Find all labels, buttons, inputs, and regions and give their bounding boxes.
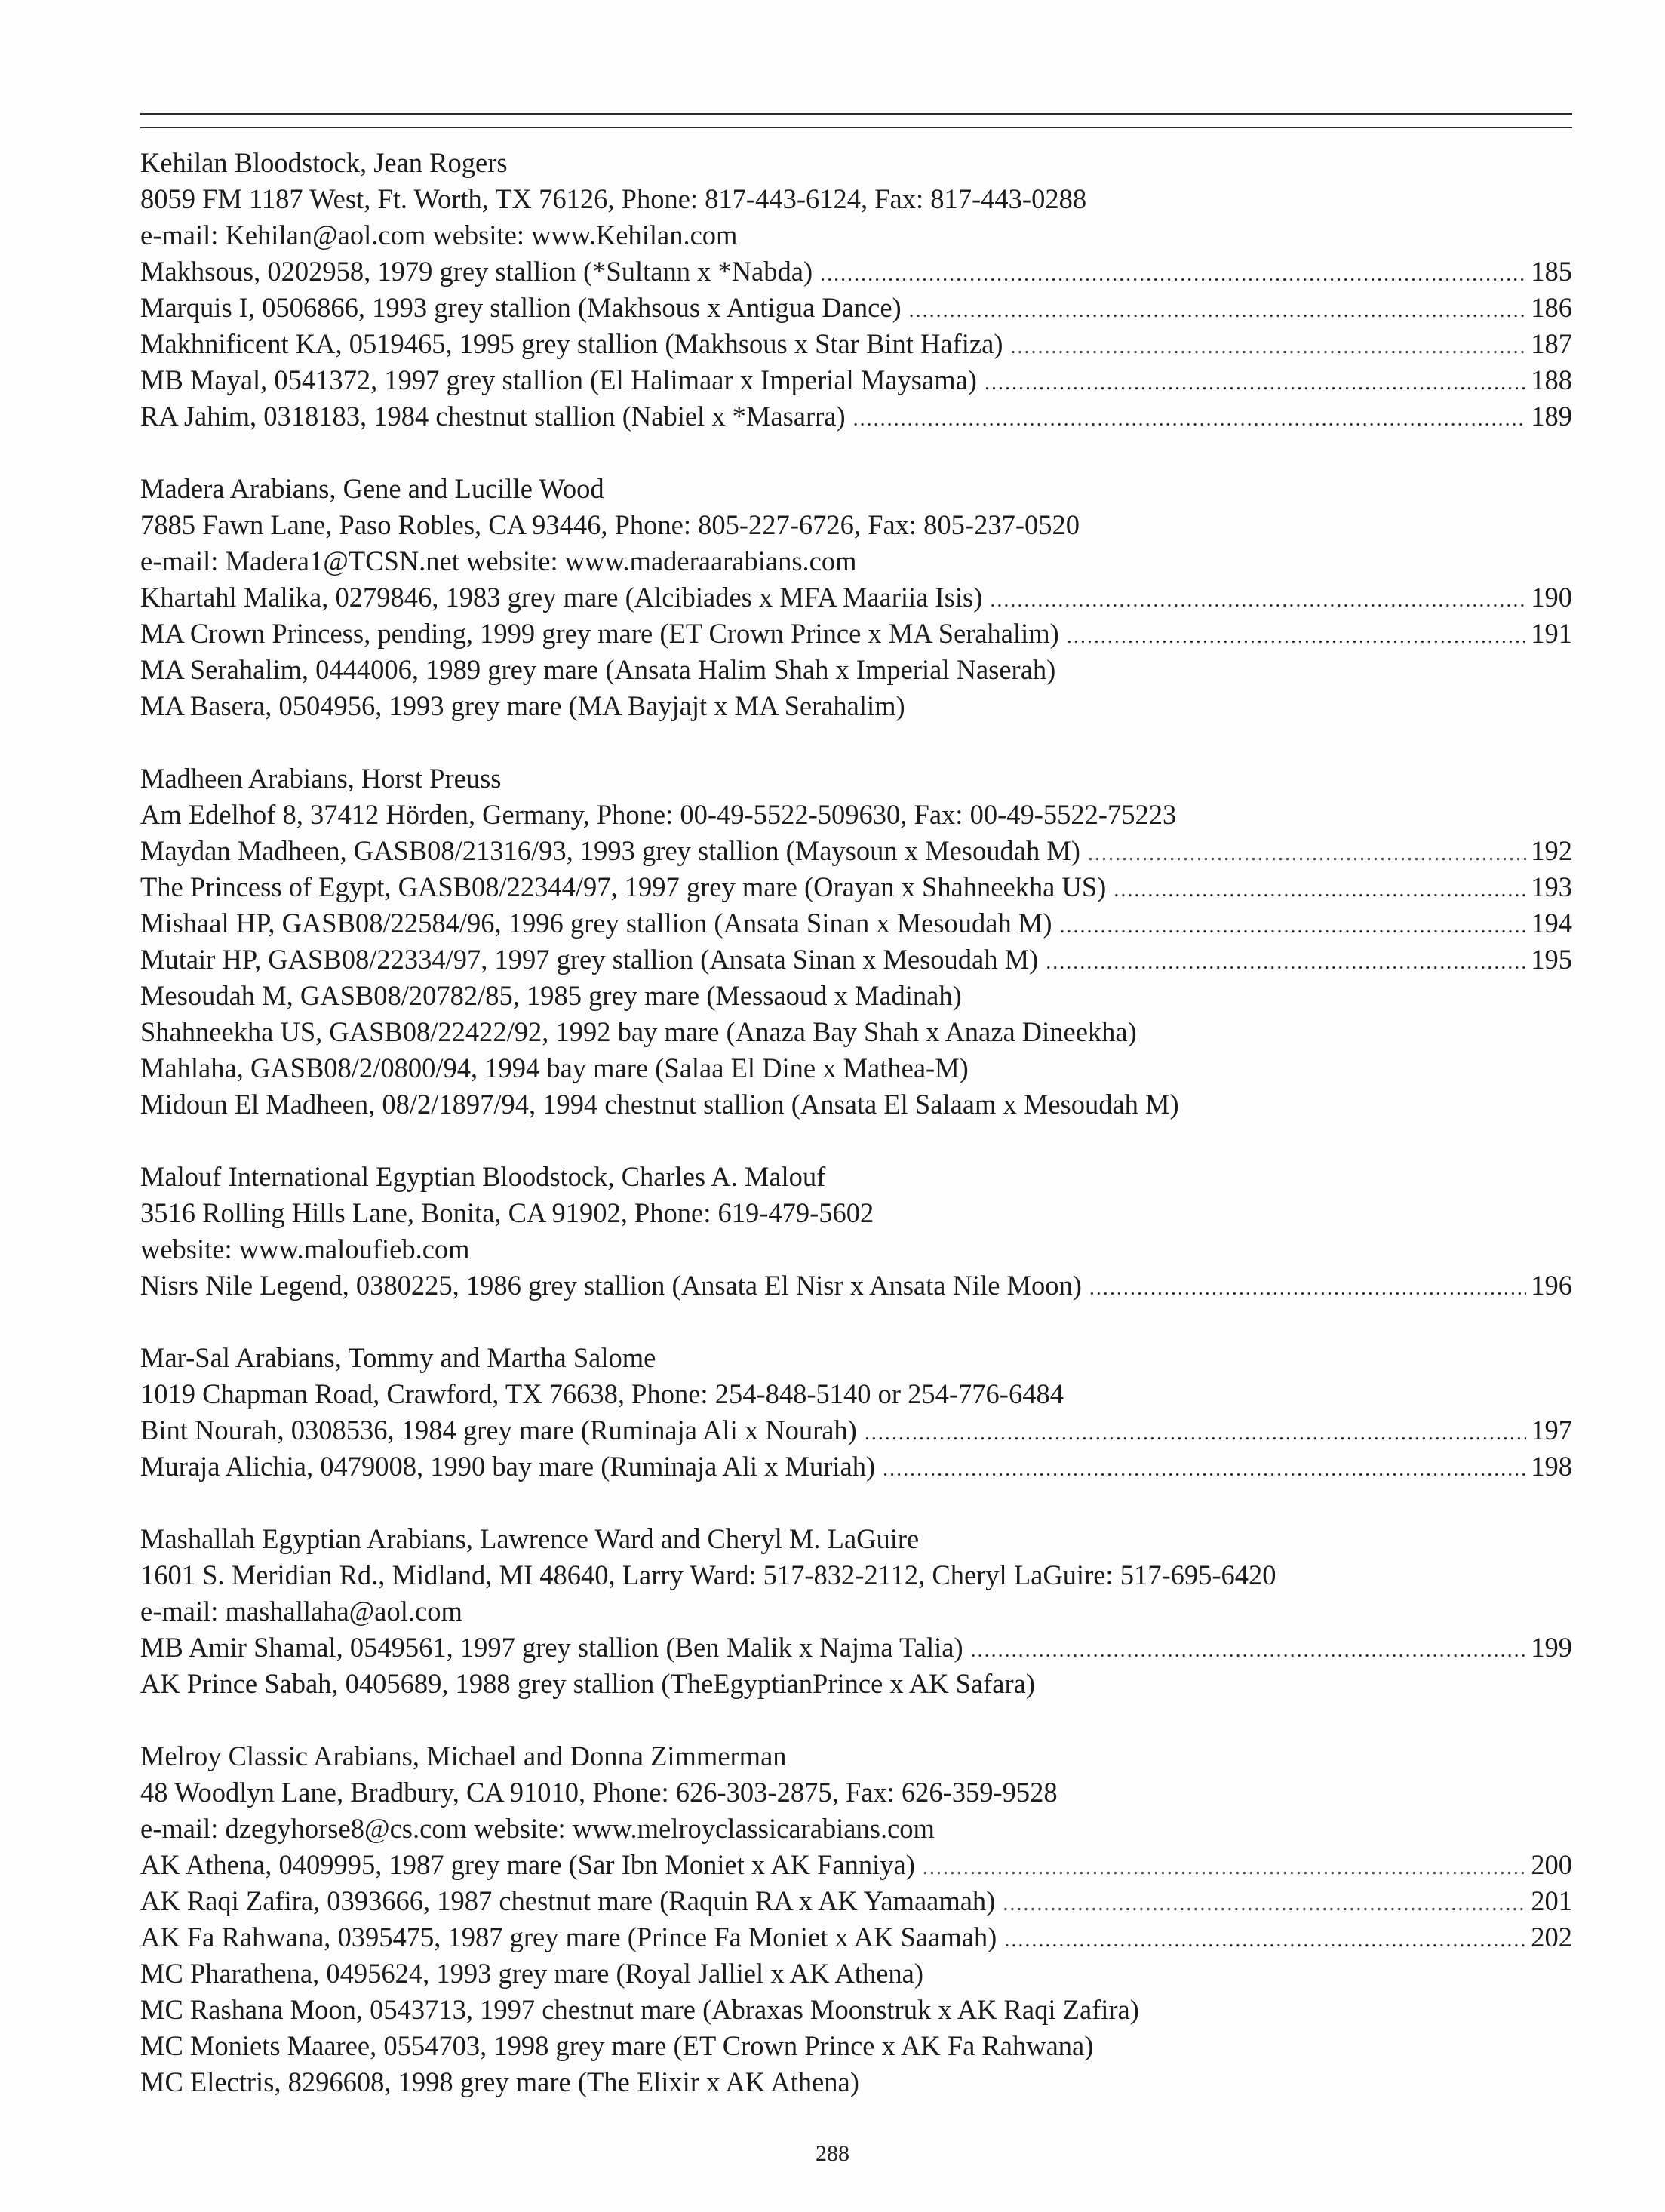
horse-entry bbox=[140, 1050, 1572, 1086]
horse-entry bbox=[140, 1086, 1572, 1123]
dot-leader bbox=[1088, 836, 1526, 869]
horse-entry bbox=[140, 1449, 1572, 1485]
horse-entry bbox=[140, 1992, 1572, 2028]
breeder-section bbox=[140, 145, 1572, 435]
dot-leader bbox=[865, 1415, 1526, 1449]
horse-entry bbox=[140, 290, 1572, 326]
breeder-contact: e-mail: Madera1@TCSN.net website: www.maderaarabians.com bbox=[140, 545, 857, 576]
horse-description: MA Crown Princess, pending, 1999 grey mare (ET Crown Prince x MA Serahalim) bbox=[140, 618, 1059, 649]
dot-leader bbox=[971, 1633, 1527, 1666]
horse-description: Mahlaha, GASB08/2/0800/94, 1994 bay mare (Salaa El Dine x Mathea-M) bbox=[140, 1052, 969, 1083]
horse-description: Makhnificent KA, 0519465, 1995 grey stallion (Makhsous x Star Bint Hafiza) bbox=[140, 328, 1003, 359]
horse-entry bbox=[140, 1412, 1572, 1449]
page-reference: 198 bbox=[1531, 1451, 1572, 1482]
horse-description: Midoun El Madheen, 08/2/1897/94, 1994 chestnut stallion (Ansata El Salaam x Mesoudah M) bbox=[140, 1089, 1179, 1120]
page-reference: 192 bbox=[1531, 835, 1572, 866]
dot-leader bbox=[1010, 329, 1526, 362]
dot-leader bbox=[1067, 619, 1526, 652]
breeder-address: 7885 Fawn Lane, Paso Robles, CA 93446, Phone: 805-227-6726, Fax: 805-237-0520 bbox=[140, 509, 1080, 540]
dot-leader bbox=[820, 257, 1526, 290]
horse-description: MC Electris, 8296608, 1998 grey mare (The Elixir x AK Athena) bbox=[140, 2066, 859, 2097]
horse-entry bbox=[140, 616, 1572, 652]
horse-entry bbox=[140, 1955, 1572, 1992]
horse-description: MC Pharathena, 0495624, 1993 grey mare (Royal Jalliel x AK Athena) bbox=[140, 1958, 924, 1989]
breeder-section bbox=[140, 471, 1572, 724]
breeder-section bbox=[140, 1159, 1572, 1304]
page-reference: 197 bbox=[1531, 1415, 1572, 1445]
horse-description: RA Jahim, 0318183, 1984 chestnut stallion (Nabiel x *Masarra) bbox=[140, 401, 846, 432]
horse-description: Mutair HP, GASB08/22334/97, 1997 grey stallion (Ansata Sinan x Mesoudah M) bbox=[140, 944, 1039, 975]
horse-description: MA Serahalim, 0444006, 1989 grey mare (Ansata Halim Shah x Imperial Naserah) bbox=[140, 654, 1056, 685]
breeder-name: Madheen Arabians, Horst Preuss bbox=[140, 763, 502, 794]
breeder-name: Madera Arabians, Gene and Lucille Wood bbox=[140, 473, 604, 504]
top-rule-second bbox=[140, 127, 1572, 128]
page-reference: 187 bbox=[1531, 328, 1572, 359]
horse-description: Makhsous, 0202958, 1979 grey stallion (*Sultann x *Nabda) bbox=[140, 256, 813, 287]
breeder-address: Am Edelhof 8, 37412 Hörden, Germany, Phone: 00-49-5522-509630, Fax: 00-49-5522-75223 bbox=[140, 799, 1177, 830]
dot-leader bbox=[1046, 945, 1526, 978]
page-reference: 185 bbox=[1531, 256, 1572, 287]
page-reference: 190 bbox=[1531, 582, 1572, 613]
breeder-name: Kehilan Bloodstock, Jean Rogers bbox=[140, 147, 508, 178]
horse-entry bbox=[140, 978, 1572, 1014]
breeder-section bbox=[140, 1340, 1572, 1485]
page-reference: 193 bbox=[1531, 871, 1572, 902]
horse-entry bbox=[140, 2028, 1572, 2064]
horse-entry bbox=[140, 579, 1572, 616]
dot-leader bbox=[1114, 872, 1526, 905]
breeder-name: Malouf International Egyptian Bloodstock, Charles A. Malouf bbox=[140, 1161, 826, 1192]
horse-description: Khartahl Malika, 0279846, 1983 grey mare (Alcibiades x MFA Maariia Isis) bbox=[140, 582, 983, 613]
horse-description: AK Raqi Zafira, 0393666, 1987 chestnut mare (Raquin RA x AK Yamaamah) bbox=[140, 1885, 996, 1916]
horse-entry bbox=[140, 1630, 1572, 1666]
directory-listing bbox=[140, 145, 1572, 2137]
page-reference: 189 bbox=[1531, 401, 1572, 432]
horse-entry bbox=[140, 1267, 1572, 1304]
dot-leader bbox=[853, 401, 1527, 435]
horse-entry bbox=[140, 2064, 1572, 2100]
horse-description: The Princess of Egypt, GASB08/22344/97, 1997 grey mare (Orayan x Shahneekha US) bbox=[140, 871, 1107, 902]
breeder-address: 48 Woodlyn Lane, Bradbury, CA 91010, Phone: 626-303-2875, Fax: 626-359-9528 bbox=[140, 1777, 1058, 1808]
horse-entry bbox=[140, 869, 1572, 905]
horse-description: Nisrs Nile Legend, 0380225, 1986 grey stallion (Ansata El Nisr x Ansata Nile Moon) bbox=[140, 1270, 1082, 1301]
breeder-contact: e-mail: Kehilan@aol.com website: www.Kehilan.com bbox=[140, 220, 738, 250]
dot-leader bbox=[923, 1850, 1526, 1883]
horse-entry bbox=[140, 1014, 1572, 1050]
horse-description: Mishaal HP, GASB08/22584/96, 1996 grey stallion (Ansata Sinan x Mesoudah M) bbox=[140, 908, 1052, 939]
horse-description: Marquis I, 0506866, 1993 grey stallion (Makhsous x Antigua Dance) bbox=[140, 292, 902, 323]
horse-entry bbox=[140, 905, 1572, 942]
horse-entry bbox=[140, 253, 1572, 290]
horse-entry bbox=[140, 1847, 1572, 1883]
horse-entry bbox=[140, 326, 1572, 362]
horse-entry bbox=[140, 1666, 1572, 1702]
dot-leader bbox=[1089, 1270, 1526, 1304]
page-number: 288 bbox=[816, 2141, 849, 2166]
horse-entry bbox=[140, 688, 1572, 724]
horse-entry bbox=[140, 1883, 1572, 1919]
horse-description: AK Prince Sabah, 0405689, 1988 grey stallion (TheEgyptianPrince x AK Safara) bbox=[140, 1668, 1035, 1699]
horse-description: MB Amir Shamal, 0549561, 1997 grey stallion (Ben Malik x Najma Talia) bbox=[140, 1632, 963, 1663]
horse-entry bbox=[140, 362, 1572, 398]
horse-description: MC Rashana Moon, 0543713, 1997 chestnut mare (Abraxas Moonstruk x AK Raqi Zafira) bbox=[140, 1994, 1139, 2025]
horse-entry bbox=[140, 1919, 1572, 1955]
dot-leader bbox=[1004, 1922, 1526, 1955]
breeder-name: Melroy Classic Arabians, Michael and Donna Zimmerman bbox=[140, 1740, 787, 1771]
breeder-contact: e-mail: mashallaha@aol.com bbox=[140, 1596, 462, 1627]
horse-description: Maydan Madheen, GASB08/21316/93, 1993 grey stallion (Maysoun x Mesoudah M) bbox=[140, 835, 1080, 866]
page-reference: 199 bbox=[1531, 1632, 1572, 1663]
breeder-address: 3516 Rolling Hills Lane, Bonita, CA 91902, Phone: 619-479-5602 bbox=[140, 1197, 874, 1228]
page-reference: 191 bbox=[1531, 618, 1572, 649]
top-rule bbox=[140, 113, 1572, 115]
dot-leader bbox=[909, 293, 1527, 326]
page-reference: 194 bbox=[1531, 908, 1572, 939]
page-reference: 202 bbox=[1531, 1922, 1572, 1952]
breeder-address: 1601 S. Meridian Rd., Midland, MI 48640, Larry Ward: 517-832-2112, Cheryl LaGuire: 517-695-6420 bbox=[140, 1559, 1276, 1590]
breeder-name: Mashallah Egyptian Arabians, Lawrence Ward and Cheryl M. LaGuire bbox=[140, 1523, 920, 1554]
page-reference: 186 bbox=[1531, 292, 1572, 323]
horse-description: Bint Nourah, 0308536, 1984 grey mare (Ruminaja Ali x Nourah) bbox=[140, 1415, 857, 1445]
breeder-contact: e-mail: dzegyhorse8@cs.com website: www.melroyclassicarabians.com bbox=[140, 1813, 935, 1844]
dot-leader bbox=[1060, 908, 1527, 942]
horse-description: AK Fa Rahwana, 0395475, 1987 grey mare (Prince Fa Moniet x AK Saamah) bbox=[140, 1922, 997, 1952]
dot-leader bbox=[990, 582, 1526, 616]
horse-entry bbox=[140, 833, 1572, 869]
page-reference: 188 bbox=[1531, 364, 1572, 395]
horse-entry bbox=[140, 652, 1572, 688]
breeder-contact: website: www.maloufieb.com bbox=[140, 1233, 470, 1264]
horse-description: Shahneekha US, GASB08/22422/92, 1992 bay mare (Anaza Bay Shah x Anaza Dineekha) bbox=[140, 1016, 1137, 1047]
horse-description: AK Athena, 0409995, 1987 grey mare (Sar Ibn Moniet x AK Fanniya) bbox=[140, 1849, 915, 1880]
breeder-address: 1019 Chapman Road, Crawford, TX 76638, Phone: 254-848-5140 or 254-776-6484 bbox=[140, 1378, 1064, 1409]
breeder-section bbox=[140, 760, 1572, 1123]
horse-description: MA Basera, 0504956, 1993 grey mare (MA Bayjajt x MA Serahalim) bbox=[140, 690, 905, 721]
dot-leader bbox=[883, 1452, 1526, 1485]
horse-entry bbox=[140, 942, 1572, 978]
breeder-address: 8059 FM 1187 West, Ft. Worth, TX 76126, Phone: 817-443-6124, Fax: 817-443-0288 bbox=[140, 183, 1087, 214]
page-reference: 201 bbox=[1531, 1885, 1572, 1916]
horse-entry bbox=[140, 398, 1572, 435]
breeder-name: Mar-Sal Arabians, Tommy and Martha Salome bbox=[140, 1342, 656, 1373]
horse-description: MC Moniets Maaree, 0554703, 1998 grey mare (ET Crown Prince x AK Fa Rahwana) bbox=[140, 2030, 1094, 2061]
page-reference: 200 bbox=[1531, 1849, 1572, 1880]
breeder-section bbox=[140, 1738, 1572, 2100]
horse-description: MB Mayal, 0541372, 1997 grey stallion (El Halimaar x Imperial Maysama) bbox=[140, 364, 977, 395]
breeder-section bbox=[140, 1521, 1572, 1702]
dot-leader bbox=[1003, 1886, 1526, 1919]
horse-description: Mesoudah M, GASB08/20782/85, 1985 grey mare (Messaoud x Madinah) bbox=[140, 980, 962, 1011]
page-reference: 195 bbox=[1531, 944, 1572, 975]
dot-leader bbox=[985, 365, 1526, 398]
horse-description: Muraja Alichia, 0479008, 1990 bay mare (Ruminaja Ali x Muriah) bbox=[140, 1451, 876, 1482]
page-reference: 196 bbox=[1531, 1270, 1572, 1301]
